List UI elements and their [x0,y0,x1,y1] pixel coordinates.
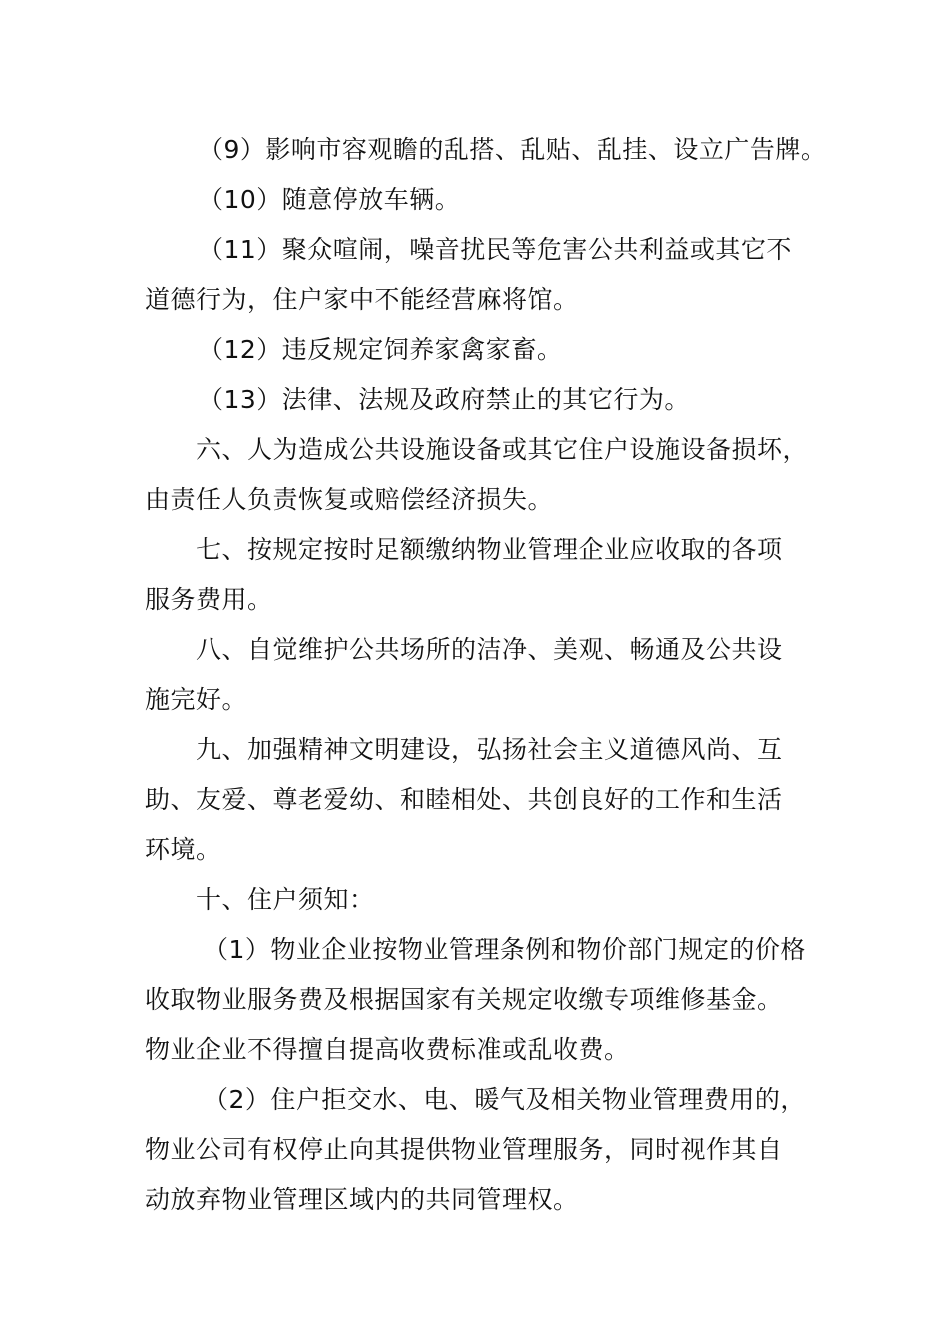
section-10-heading: 十、住户须知： [196,885,375,914]
section-7-line-2: 服务费用。 [145,585,273,614]
section-9-line-2: 助、友爱、尊老爱幼、和睦相处、共创良好的工作和生活 [145,785,783,814]
section-9-line-1: 九、加强精神文明建设，弘扬社会主义道德风尚、互 [196,735,783,764]
notice-1-line-3: 物业企业不得擅自提高收费标准或乱收费。 [145,1035,630,1064]
notice-1-line-2: 收取物业服务费及根据国家有关规定收缴专项维修基金。 [145,985,783,1014]
notice-1-line-1: （1）物业企业按物业管理条例和物价部门规定的价格 [203,935,806,964]
paragraph-item-13: （13）法律、法规及政府禁止的其它行为。 [198,385,690,414]
section-8-line-2: 施完好。 [145,685,248,714]
paragraph-item-12: （12）违反规定饲养家禽家畜。 [198,335,563,364]
section-7-line-1: 七、按规定按时足额缴纳物业管理企业应收取的各项 [196,535,783,564]
section-6-line-1: 六、人为造成公共设施设备或其它住户设施设备损坏， [196,435,809,464]
paragraph-item-9: （9）影响市容观瞻的乱搭、乱贴、乱挂、设立广告牌。 [198,135,827,164]
paragraph-item-11-line-1: （11）聚众喧闹，噪音扰民等危害公共利益或其它不 [198,235,792,264]
notice-2-line-1: （2）住户拒交水、电、暖气及相关物业管理费用的， [203,1085,806,1114]
section-6-line-2: 由责任人负责恢复或赔偿经济损失。 [145,485,554,514]
section-8-line-1: 八、自觉维护公共场所的洁净、美观、畅通及公共设 [196,635,783,664]
paragraph-item-10: （10）随意停放车辆。 [198,185,461,214]
notice-2-line-2: 物业公司有权停止向其提供物业管理服务，同时视作其自 [145,1135,783,1164]
section-9-line-3: 环境。 [145,835,222,864]
notice-2-line-3: 动放弃物业管理区域内的共同管理权。 [145,1185,579,1214]
paragraph-item-11-line-2: 道德行为，住户家中不能经营麻将馆。 [145,285,579,314]
